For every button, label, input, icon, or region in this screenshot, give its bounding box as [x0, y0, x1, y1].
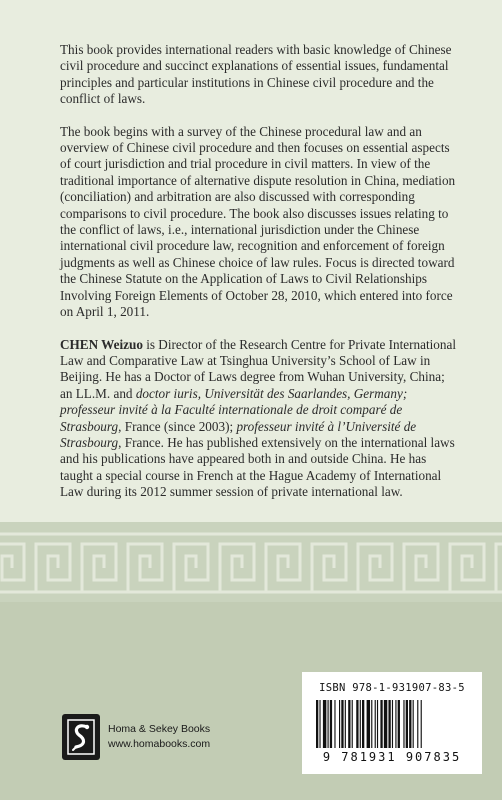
barcode-bar: [398, 700, 400, 748]
dragon-icon: [66, 718, 96, 756]
blurb-paragraph-2: The book begins with a survey of the Chinese procedural law and an overview of Chinese civil procedure and then focuses on essential aspects of court jurisdiction and trial procedure in civil matters. In view of the traditional importance of alternative dispute resolution in China, mediation (conciliation) and arbitration are also discussed with corresponding comparisons to civil procedure. The book also discusses issues relating to the conflict of laws, i.e., international jurisdiction under the Chinese international civil procedure law, recognition and enforcement of foreign judgments as well as Chinese choice of law rules. Focus is directed toward the Chinese Statute on the Application of Laws to Civil Relationships Involving Foreign Elements of October 28, 2010, which entered into force on April 1, 2011.: [60, 123, 456, 320]
barcode-bar: [348, 700, 350, 748]
bio-segment-1: is Director of the Research Centre for Private International Law and Comparative Law at Tsinghua University’s School of Law in Beijing. He has a Doctor of Laws degree from Wuhan University, China; an LL.M. and: [60, 336, 457, 401]
bio-segment-2: doctor iuris, Universität des Saarlandes, Germany; professeur invité à la Faculté internationale de droit comparé de Strasbourg: [60, 385, 408, 434]
meander-pattern: [0, 522, 502, 602]
barcode-bar: [384, 700, 387, 748]
barcode-bar: [316, 700, 318, 748]
barcode-bar: [413, 700, 414, 748]
bio-segment-3: , France (since 2003);: [118, 418, 237, 434]
publisher-name: Homa & Sekey Books: [108, 723, 211, 735]
barcode-bar: [403, 700, 404, 748]
barcode-digits: 9 781931 907835: [322, 750, 462, 764]
greek-key-pattern-band: [0, 522, 502, 602]
barcode-bar: [362, 700, 364, 748]
author-bio: [60, 337, 460, 501]
dragon-s-logo-icon: [62, 714, 100, 760]
barcode-bar: [341, 700, 343, 748]
isbn-barcode: [302, 672, 482, 774]
barcode-bar: [330, 700, 332, 748]
barcode-bar: [334, 700, 335, 748]
blurb-paragraph-1: This book provides international readers with basic knowledge of Chinese civil procedure and succinct explanations of essential issues, fundamental principles and particular institutions in Chinese civil procedure and the conflict of laws.: [60, 42, 452, 107]
barcode-bar: [406, 700, 408, 748]
barcode-bar: [319, 700, 320, 748]
barcode-bar: [339, 700, 340, 748]
barcode-bar: [388, 700, 390, 748]
barcode-bar: [356, 700, 358, 748]
barcode-bar: [345, 700, 346, 748]
barcode-bar: [395, 700, 396, 748]
publisher-website[interactable]: www.homabooks.com: [108, 738, 211, 750]
barcode-bar: [323, 700, 326, 748]
back-cover-blurb: [60, 42, 460, 517]
barcode-bar: [392, 700, 393, 748]
publisher-block: [62, 712, 210, 762]
barcode-bar: [367, 700, 370, 748]
publisher-text: [108, 722, 210, 752]
barcode-bar: [377, 700, 378, 748]
barcode-bar: [375, 700, 376, 748]
bio-segment-5: , France. He has published extensively on the international laws and his publications have appeared both in and outside China. He has taught a special course in French at the Hague Academy of International Law during its 2012 summer session of private international law.: [60, 434, 455, 500]
barcode-bar: [409, 700, 411, 748]
barcode-bar: [380, 700, 382, 748]
barcode-bar: [417, 700, 418, 748]
barcode-bar: [371, 700, 372, 748]
bio-segment-4: professeur invité à l’Université de Strasbourg: [60, 418, 417, 450]
barcode-bars: [314, 700, 470, 748]
author-name: CHEN Weizuo: [60, 336, 143, 352]
barcode-bar: [352, 700, 353, 748]
isbn-label: ISBN 978-1-931907-83-5: [319, 682, 465, 694]
barcode-bar: [421, 700, 422, 748]
barcode-bar: [360, 700, 361, 748]
barcode-bar: [328, 700, 329, 748]
